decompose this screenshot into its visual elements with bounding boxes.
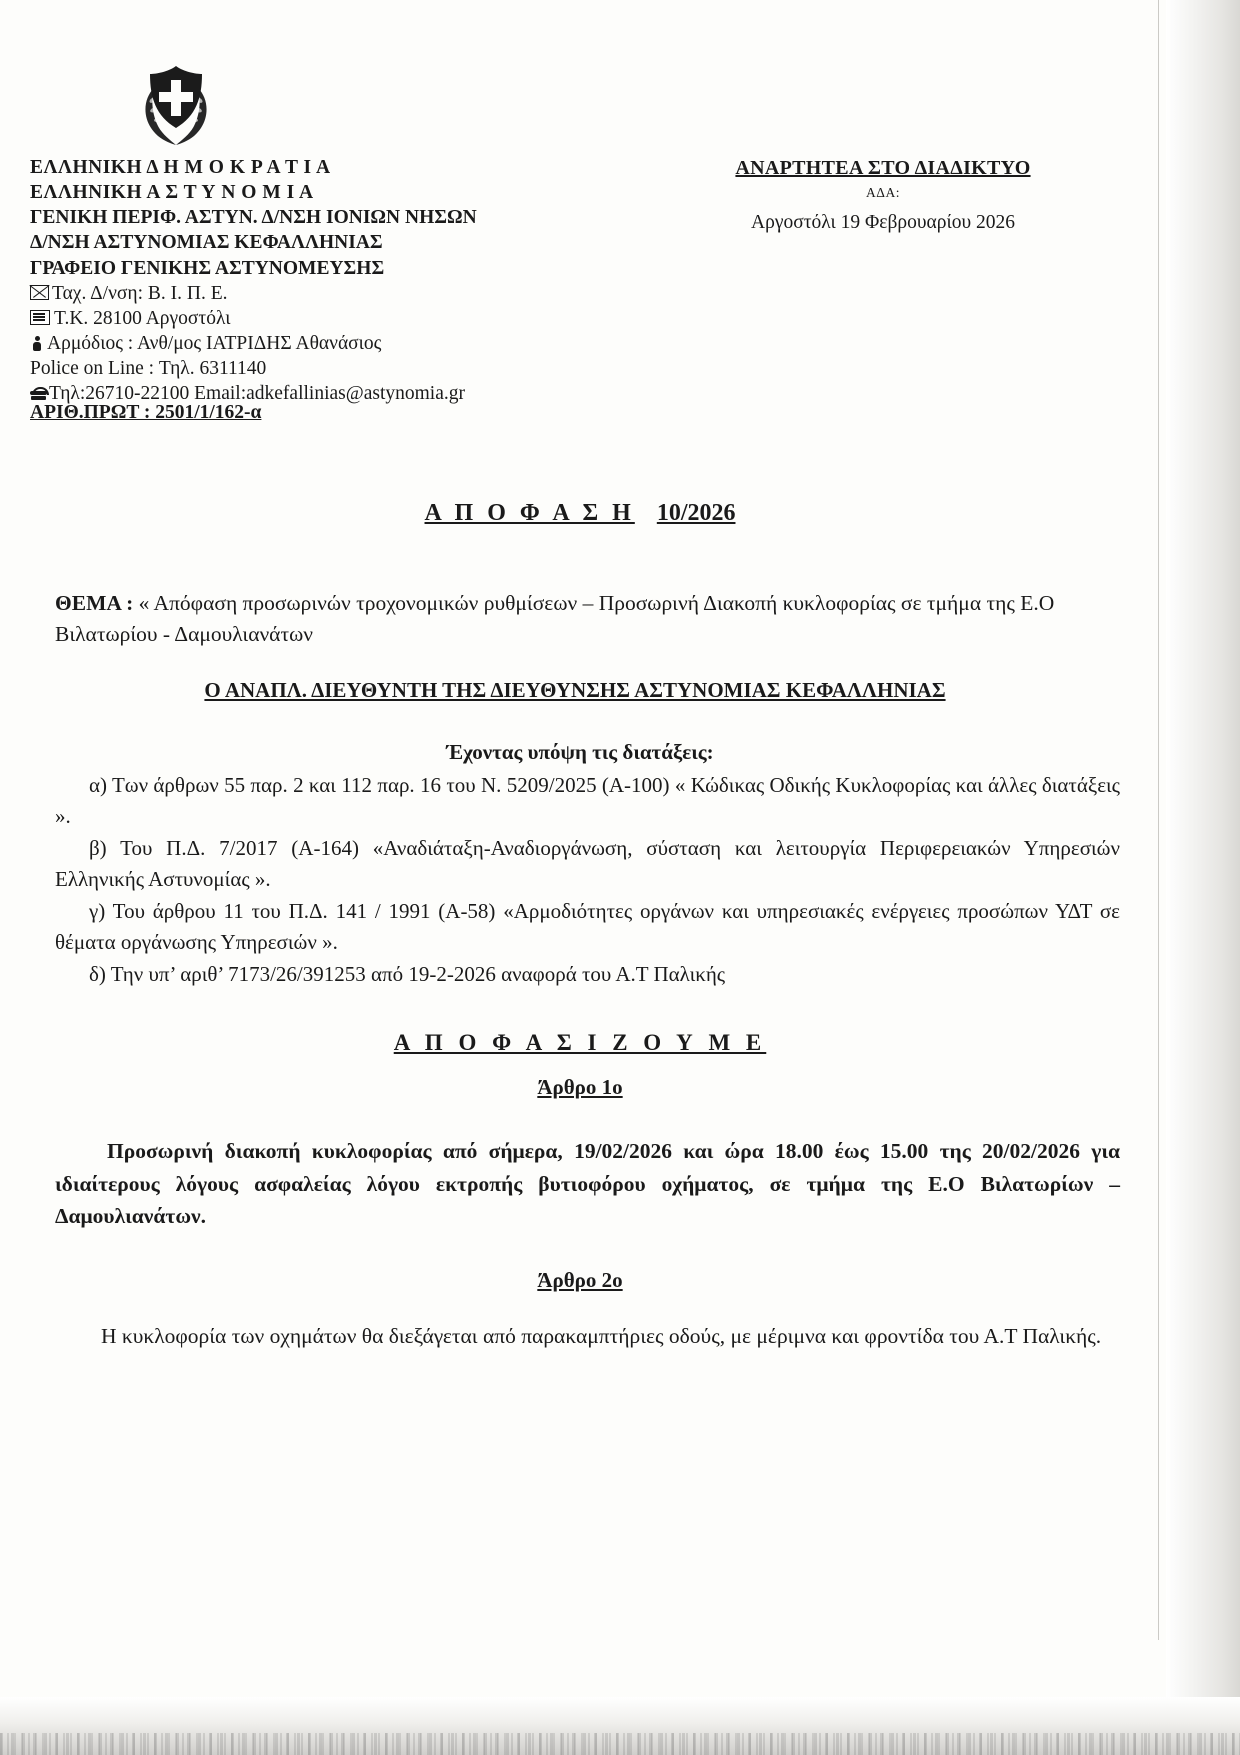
postal-code: Τ.Κ. 28100 Αργοστόλι <box>54 307 231 329</box>
org-line-1: ΕΛΛΗΝΙΚΗ Δ Η Μ Ο Κ Ρ Α Τ Ι Α <box>30 157 331 178</box>
id-card-icon <box>30 310 50 325</box>
org-line-2: ΕΛΛΗΝΙΚΗ Α Σ Τ Υ Ν Ο Μ Ι Α <box>30 182 314 204</box>
phone-email: Τηλ:26710-22100 Email:adkefallinias@astynomia.gr <box>49 383 465 405</box>
decide-heading-text: Α Π Ο Φ Α Σ Ι Ζ Ο Υ Μ Ε <box>393 1030 767 1055</box>
org-line-3: ΓΕΝΙΚΗ ΠΕΡΙΦ. ΑΣΤΥΝ. Δ/ΝΣΗ ΙΟΝΙΩΝ ΝΗΣΩΝ <box>30 207 477 229</box>
clause-a: α) Των άρθρων 55 παρ. 2 και 112 παρ. 16 του Ν. 5209/2025 (Α-100) « Κώδικας Οδικής Κυκλοφορίας και άλλες διατάξεις ». <box>55 773 1120 829</box>
clause-d: δ) Την υπ’ αριθ’ 7173/26/391253 από 19-2-2026 αναφορά του Α.Τ Παλικής <box>89 962 726 987</box>
person-icon <box>33 336 41 351</box>
subject-text: « Απόφαση προσωρινών τροχονομικών ρυθμίσεων – Προσωρινή Διακοπή κυκλοφορίας σε τμήμα της Ε.Ο Βιλατωρίου - Δαμουλιανάτων <box>55 591 1055 647</box>
phone-icon <box>30 387 47 401</box>
article-1-text: Προσωρινή διακοπή κυκλοφορίας από σήμερα, 19/02/2026 και ώρα 18.00 έως 15.00 της 20/02/2026 για ιδιαίτερους λόγους ασφαλείας λόγου εκτροπής βυτιοφόρου οχήματος, σε τμήμα της Ε.Ο Βιλατωρίων – Δαμουλιανάτων. <box>55 1139 1120 1229</box>
envelope-icon <box>30 285 49 300</box>
article-1-body <box>55 1135 1120 1233</box>
article-2-body <box>55 1320 1120 1352</box>
officer-line <box>30 331 670 356</box>
subject-block <box>55 588 1115 650</box>
address-label: Ταχ. Δ/νση: <box>52 282 144 304</box>
address-value: Β. Ι. Π. Ε. <box>147 282 228 304</box>
org-line-4: Δ/ΝΣΗ ΑΣΤΥΝΟΜΙΑΣ ΚΕΦΑΛΛΗΝΙΑΣ <box>30 232 383 254</box>
officer-name: Αρμόδιος : Ανθ/μος ΙΑΤΡΙΔΗΣ Αθανάσιος <box>47 332 382 354</box>
page-fold-line <box>1158 0 1159 1640</box>
scan-edge-right <box>1166 0 1240 1755</box>
org-line-5: ΓΡΑΦΕΙΟ ΓΕΝΙΚΗΣ ΑΣΤΥΝΟΜΕΥΣΗΣ <box>30 257 385 279</box>
letterhead-right <box>648 155 1118 237</box>
subject-label: ΘΕΜΑ : <box>55 591 134 615</box>
police-on-line: Police on Line : Τηλ. 6311140 <box>30 358 267 380</box>
article-1-heading: Άρθρο 1ο <box>537 1075 623 1099</box>
article-2-heading: Άρθρο 2ο <box>537 1268 623 1292</box>
protocol-number: ΑΡΙΘ.ΠΡΩΤ : 2501/1/162-α <box>30 402 262 423</box>
postal-line <box>30 306 670 331</box>
place-and-date: Αργοστόλι 19 Φεβρουαρίου 2026 <box>751 212 1015 234</box>
letterhead-left <box>30 155 670 406</box>
article-2-text: Η κυκλοφορία των οχημάτων θα διεξάγεται από παρακαμπτήριες οδούς, με μέριμνα και φροντίδα του Α.Τ Παλικής. <box>101 1324 1102 1348</box>
address-line <box>30 281 670 306</box>
clause-b: β) Του Π.Δ. 7/2017 (Α-164) «Αναδιάταξη-Αναδιοργάνωση, σύσταση και λειτουργία Περιφερειακών Υπηρεσιών Ελληνικής Αστυνομίας ». <box>55 836 1120 892</box>
ada-label: ΑΔΑ: <box>866 185 900 200</box>
issuing-authority: Ο ΑΝΑΠΛ. ΔΙΕΥΘΥΝΤΗ ΤΗΣ ΔΙΕΥΘΥΝΣΗΣ ΑΣΤΥΝΟΜΙΑΣ ΚΕΦΑΛΛΗΝΙΑΣ <box>204 678 946 702</box>
decision-title-row <box>0 500 1160 527</box>
decision-title: Α Π Ο Φ Α Σ Η <box>424 500 635 526</box>
scan-noise-strip <box>0 1733 1240 1755</box>
greek-police-emblem-icon <box>134 58 218 150</box>
clause-c: γ) Του άρθρου 11 του Π.Δ. 141 / 1991 (Α-58) «Αρμοδιότητες οργάνων και υπηρεσιακές ενέργειες προσώπων ΥΔΤ σε θέματα οργάνωσης Υπηρεσιών ». <box>55 899 1120 955</box>
decision-number: 10/2026 <box>656 500 736 526</box>
having-regard-heading: Έχοντας υπόψη τις διατάξεις: <box>446 740 714 764</box>
decide-heading <box>0 1030 1160 1056</box>
published-online-label: ΑΝΑΡΤΗΤΕΑ ΣΤΟ ΔΙΑΔΙΚΤΥΟ <box>735 157 1031 179</box>
legal-clauses <box>55 770 1120 992</box>
